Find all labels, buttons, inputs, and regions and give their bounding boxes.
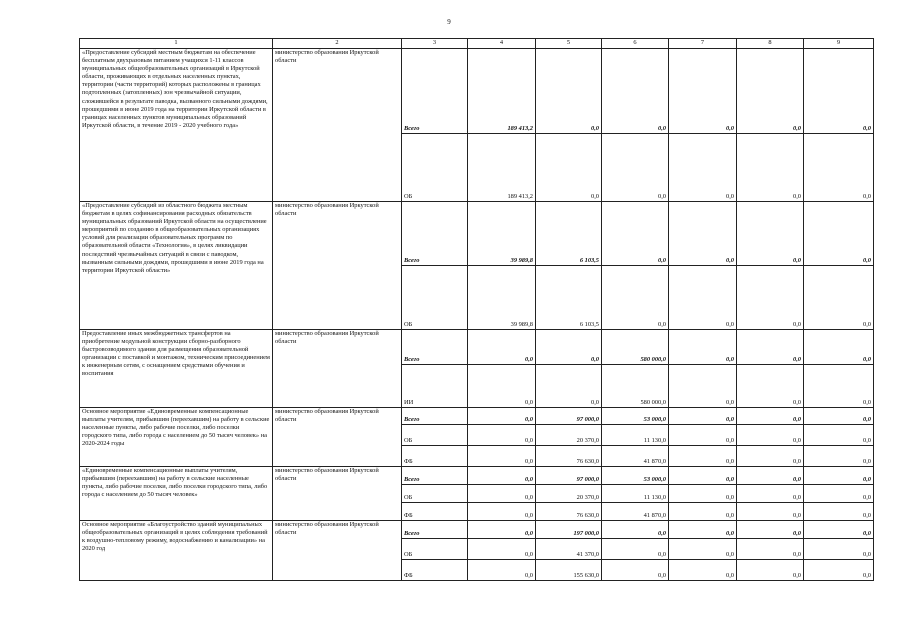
header-cell: 2 [273,39,402,49]
amount-cell: 11 130,0 [602,485,669,503]
table-row [80,408,874,425]
amount-cell: 0,0 [669,467,737,485]
executor-cell: министерство образования Иркутской области [273,330,402,408]
amount-cell: 0,0 [804,521,874,539]
amount-cell: 0,0 [468,485,536,503]
amount-cell: 0,0 [804,266,874,330]
amount-cell: 0,0 [737,408,804,425]
amount-cell: 0,0 [737,266,804,330]
amount-cell: 0,0 [602,266,669,330]
funding-source: Всего [402,408,468,425]
funding-source: ОБ [402,539,468,560]
amount-cell: 0,0 [737,503,804,521]
amount-cell: 39 989,8 [468,202,536,266]
amount-cell: 41 370,0 [536,539,602,560]
amount-cell: 0,0 [602,539,669,560]
amount-cell: 76 630,0 [536,503,602,521]
funding-source: ОБ [402,425,468,446]
amount-cell: 0,0 [737,202,804,266]
funding-source: Всего [402,202,468,266]
executor-cell: министерство образования Иркутской области [273,408,402,467]
amount-cell: 0,0 [737,330,804,365]
amount-cell: 0,0 [804,49,874,134]
amount-cell: 0,0 [669,446,737,467]
amount-cell: 0,0 [468,446,536,467]
amount-cell: 97 000,0 [536,467,602,485]
measure-description: Основное мероприятие «Единовременные компенсационные выплаты учителям, прибывшим (переехавшим) на работу в сельские населенные пункты, либо рабочие поселки, либо поселки городского типа, либо города с населением до 50 тысяч человек» на 2020-2024 годы [80,408,273,467]
amount-cell: 6 103,5 [536,202,602,266]
amount-cell: 0,0 [669,539,737,560]
header-cell: 1 [80,39,273,49]
measure-description: Предоставление иных межбюджетных трансфертов на приобретение модульной конструкции сборно-разборного быстровозводимого здания для размещения образовательной организации с поставкой и монтажом, техническим присоединением к инженерным сетям, с оснащением средствами обучения и воспитания [80,330,273,408]
funding-source: ИИ [402,365,468,408]
amount-cell: 97 000,0 [536,408,602,425]
amount-cell: 0,0 [737,425,804,446]
amount-cell: 0,0 [536,365,602,408]
amount-cell: 0,0 [602,560,669,581]
funding-source: ОБ [402,266,468,330]
amount-cell: 189 413,2 [468,49,536,134]
amount-cell: 0,0 [737,446,804,467]
amount-cell: 0,0 [737,560,804,581]
amount-cell: 0,0 [804,560,874,581]
amount-cell: 0,0 [669,202,737,266]
amount-cell: 0,0 [468,467,536,485]
amount-cell: 76 630,0 [536,446,602,467]
amount-cell: 41 870,0 [602,503,669,521]
funding-source: ФБ [402,503,468,521]
amount-cell: 0,0 [737,49,804,134]
amount-cell: 0,0 [536,49,602,134]
header-cell: 8 [737,39,804,49]
header-cell: 5 [536,39,602,49]
amount-cell: 20 370,0 [536,485,602,503]
executor-cell: министерство образования Иркутской области [273,49,402,202]
amount-cell: 20 370,0 [536,425,602,446]
table-row [80,202,874,266]
amount-cell: 0,0 [468,521,536,539]
amount-cell: 580 000,0 [602,365,669,408]
amount-cell: 0,0 [468,365,536,408]
amount-cell: 197 000,0 [536,521,602,539]
amount-cell: 6 103,5 [536,266,602,330]
amount-cell: 0,0 [602,521,669,539]
amount-cell: 0,0 [669,365,737,408]
amount-cell: 0,0 [669,485,737,503]
header-cell: 4 [468,39,536,49]
amount-cell: 53 000,0 [602,467,669,485]
amount-cell: 0,0 [669,408,737,425]
amount-cell: 0,0 [669,425,737,446]
amount-cell: 0,0 [468,408,536,425]
measure-description: «Единовременные компенсационные выплаты учителям, прибывшим (переехавшим) на работу в сельские населенные пункты, либо рабочие поселки, либо поселки городского типа, либо города с населением до 50 тысяч человек» [80,467,273,521]
amount-cell: 0,0 [804,134,874,202]
amount-cell: 0,0 [804,446,874,467]
header-row [80,39,874,49]
executor-cell: министерство образования Иркутской области [273,521,402,581]
amount-cell: 39 989,8 [468,266,536,330]
program-table [79,38,874,581]
funding-source: ОБ [402,134,468,202]
amount-cell: 0,0 [804,330,874,365]
amount-cell: 0,0 [737,467,804,485]
funding-source: ОБ [402,485,468,503]
amount-cell: 0,0 [804,539,874,560]
table-row [80,521,874,539]
funding-source: Всего [402,330,468,365]
amount-cell: 0,0 [804,365,874,408]
amount-cell: 0,0 [536,330,602,365]
amount-cell: 0,0 [804,467,874,485]
amount-cell: 0,0 [669,330,737,365]
amount-cell: 189 413,2 [468,134,536,202]
amount-cell: 0,0 [669,134,737,202]
page-number: 9 [447,18,451,26]
amount-cell: 53 000,0 [602,408,669,425]
funding-source: Всего [402,49,468,134]
table-row [80,49,874,134]
funding-source: ФБ [402,560,468,581]
amount-cell: 580 000,0 [602,330,669,365]
amount-cell: 41 870,0 [602,446,669,467]
amount-cell: 0,0 [468,503,536,521]
amount-cell: 0,0 [804,408,874,425]
amount-cell: 0,0 [468,560,536,581]
amount-cell: 0,0 [669,266,737,330]
funding-source: Всего [402,467,468,485]
amount-cell: 0,0 [468,425,536,446]
amount-cell: 0,0 [669,503,737,521]
amount-cell: 0,0 [804,202,874,266]
measure-description: Основное мероприятие «Благоустройство зданий муниципальных общеобразовательных организаций в целях соблюдения требований к воздушно-тепловому режиму, водоснабжению и канализации» на 2020 год [80,521,273,581]
amount-cell: 0,0 [468,330,536,365]
header-cell: 7 [669,39,737,49]
amount-cell: 0,0 [602,49,669,134]
table-row [80,467,874,485]
measure-description: «Предоставление субсидий местным бюджетам на обеспечение бесплатным двухразовым питанием учащихся 1-11 классов муниципальных общеобразовательных организаций в Иркутской области, проживающих в отдельных населенных пунктах, территории (части территорий) которых расположены в границах подтопленных (затопленных) зон чрезвычайной ситуации, сложившейся в результате паводка, вызванного сильными дождями, прошедшими в июне 2019 года на территории Иркутской области в границах населенных пунктов муниципальных образований Иркутской области, в течение 2019 - 2020 учебного года» [80,49,273,202]
amount-cell: 0,0 [737,539,804,560]
funding-source: ФБ [402,446,468,467]
amount-cell: 0,0 [737,521,804,539]
header-cell: 6 [602,39,669,49]
header-cell: 9 [804,39,874,49]
amount-cell: 0,0 [804,425,874,446]
amount-cell: 11 130,0 [602,425,669,446]
amount-cell: 0,0 [468,539,536,560]
header-cell: 3 [402,39,468,49]
amount-cell: 155 630,0 [536,560,602,581]
funding-source: Всего [402,521,468,539]
amount-cell: 0,0 [804,503,874,521]
amount-cell: 0,0 [737,365,804,408]
executor-cell: министерство образования Иркутской области [273,202,402,330]
amount-cell: 0,0 [602,202,669,266]
amount-cell: 0,0 [737,134,804,202]
amount-cell: 0,0 [669,49,737,134]
amount-cell: 0,0 [669,560,737,581]
amount-cell: 0,0 [804,485,874,503]
executor-cell: министерство образования Иркутской области [273,467,402,521]
table-row [80,330,874,365]
amount-cell: 0,0 [669,521,737,539]
measure-description: «Предоставление субсидий из областного бюджета местным бюджетам в целях софинансирования расходных обязательств муниципальных образований Иркутской области на осуществление мероприятий по созданию в общеобразовательных организациях условий для реализации образовательных программ по образовательной области «Технология», в целях ликвидации последствий чрезвычайных ситуаций в связи с паводком, вызванным сильными дождями, прошедшими в июне 2019 года на территории Иркутской области» [80,202,273,330]
amount-cell: 0,0 [602,134,669,202]
amount-cell: 0,0 [536,134,602,202]
amount-cell: 0,0 [737,485,804,503]
